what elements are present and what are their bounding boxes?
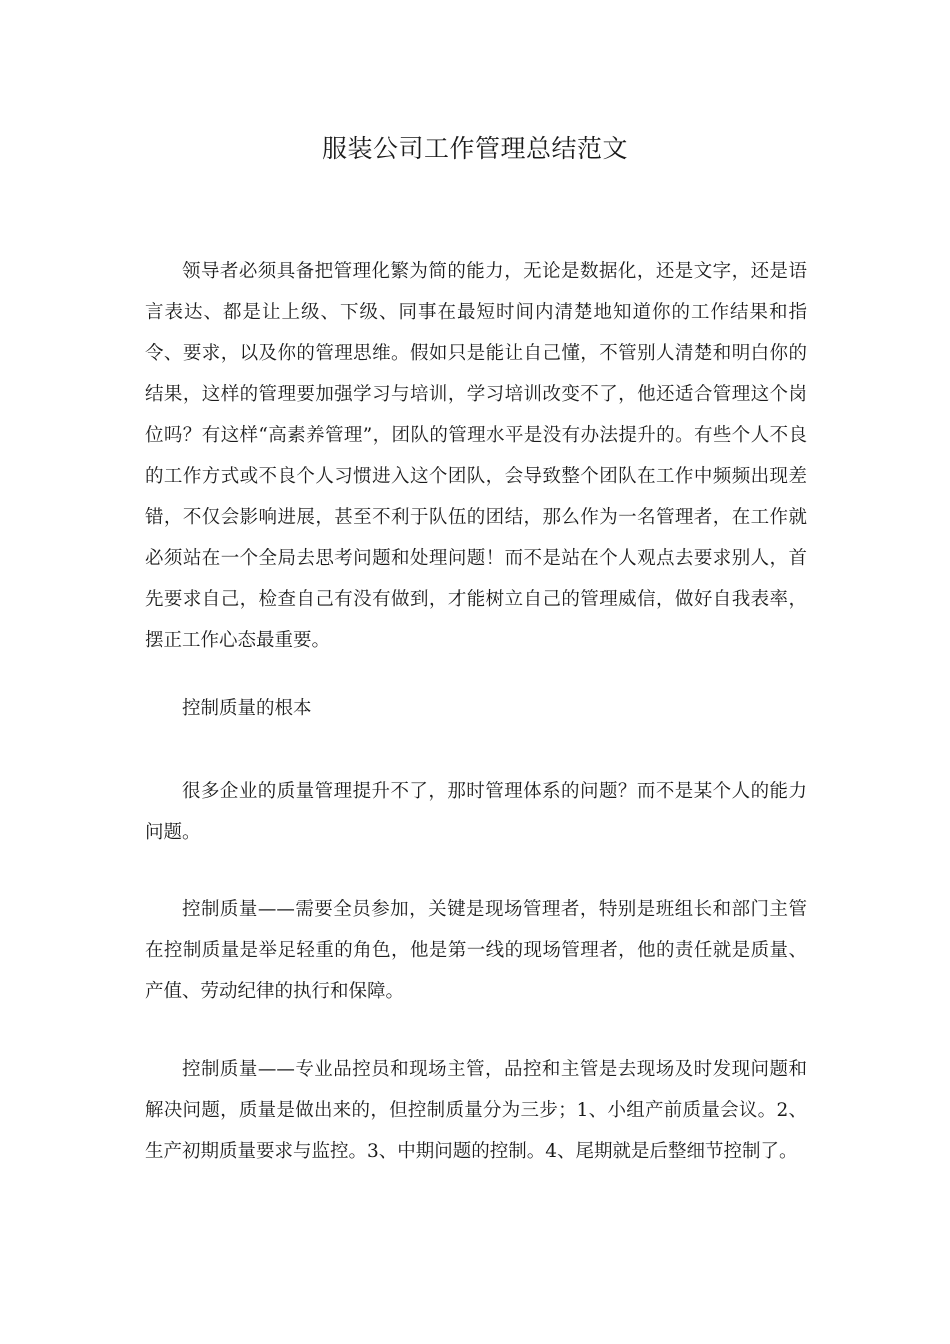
section-heading-quality-control: 控制质量的根本 bbox=[182, 698, 312, 719]
paragraph-leadership: 领导者必须具备把管理化繁为简的能力，无论是数据化，还是文字，还是语言表达、都是让上级、下级、同事在最短时间内清楚地知道你的工作结果和指令、要求，以及你的管理思维。假如只是能让自己懂，不管别人清楚和明白你的结果，这样的管理要加强学习与培训，学习培训改变不了，他还适合管理这个岗位吗？有这样“高素养管理”，团队的管理水平是没有办法提升的。有些个人不良的工作方式或不良个人习惯进入这个团队，会导致整个团队在工作中频频出现差错，不仅会影响进展，甚至不利于队伍的团结，那么作为一名管理者，在工作就必须站在一个全局去思考问题和处理问题！而不是站在个人观点去要求别人，首先要求自己，检查自己有没有做到，才能树立自己的管理威信，做好自我表率，摆正工作心态最重要。 bbox=[145, 261, 807, 651]
paragraph-quality-steps: 控制质量——专业品控员和现场主管，品控和主管是去现场及时发现问题和解决问题，质量是做出来的，但控制质量分为三步；1、小组产前质量会议。2、生产初期质量要求与监控。3、中期问题的控制。4、尾期就是后整细节控制了。 bbox=[145, 1059, 807, 1162]
paragraph-management-system: 很多企业的质量管理提升不了，那时管理体系的问题？而不是某个人的能力问题。 bbox=[145, 781, 807, 843]
document-title: 服装公司工作管理总结范文 bbox=[321, 134, 628, 163]
paragraph-full-participation: 控制质量——需要全员参加，关键是现场管理者，特别是班组长和部门主管在控制质量是举足轻重的角色，他是第一线的现场管理者，他的责任就是质量、产值、劳动纪律的执行和保障。 bbox=[145, 899, 807, 1002]
